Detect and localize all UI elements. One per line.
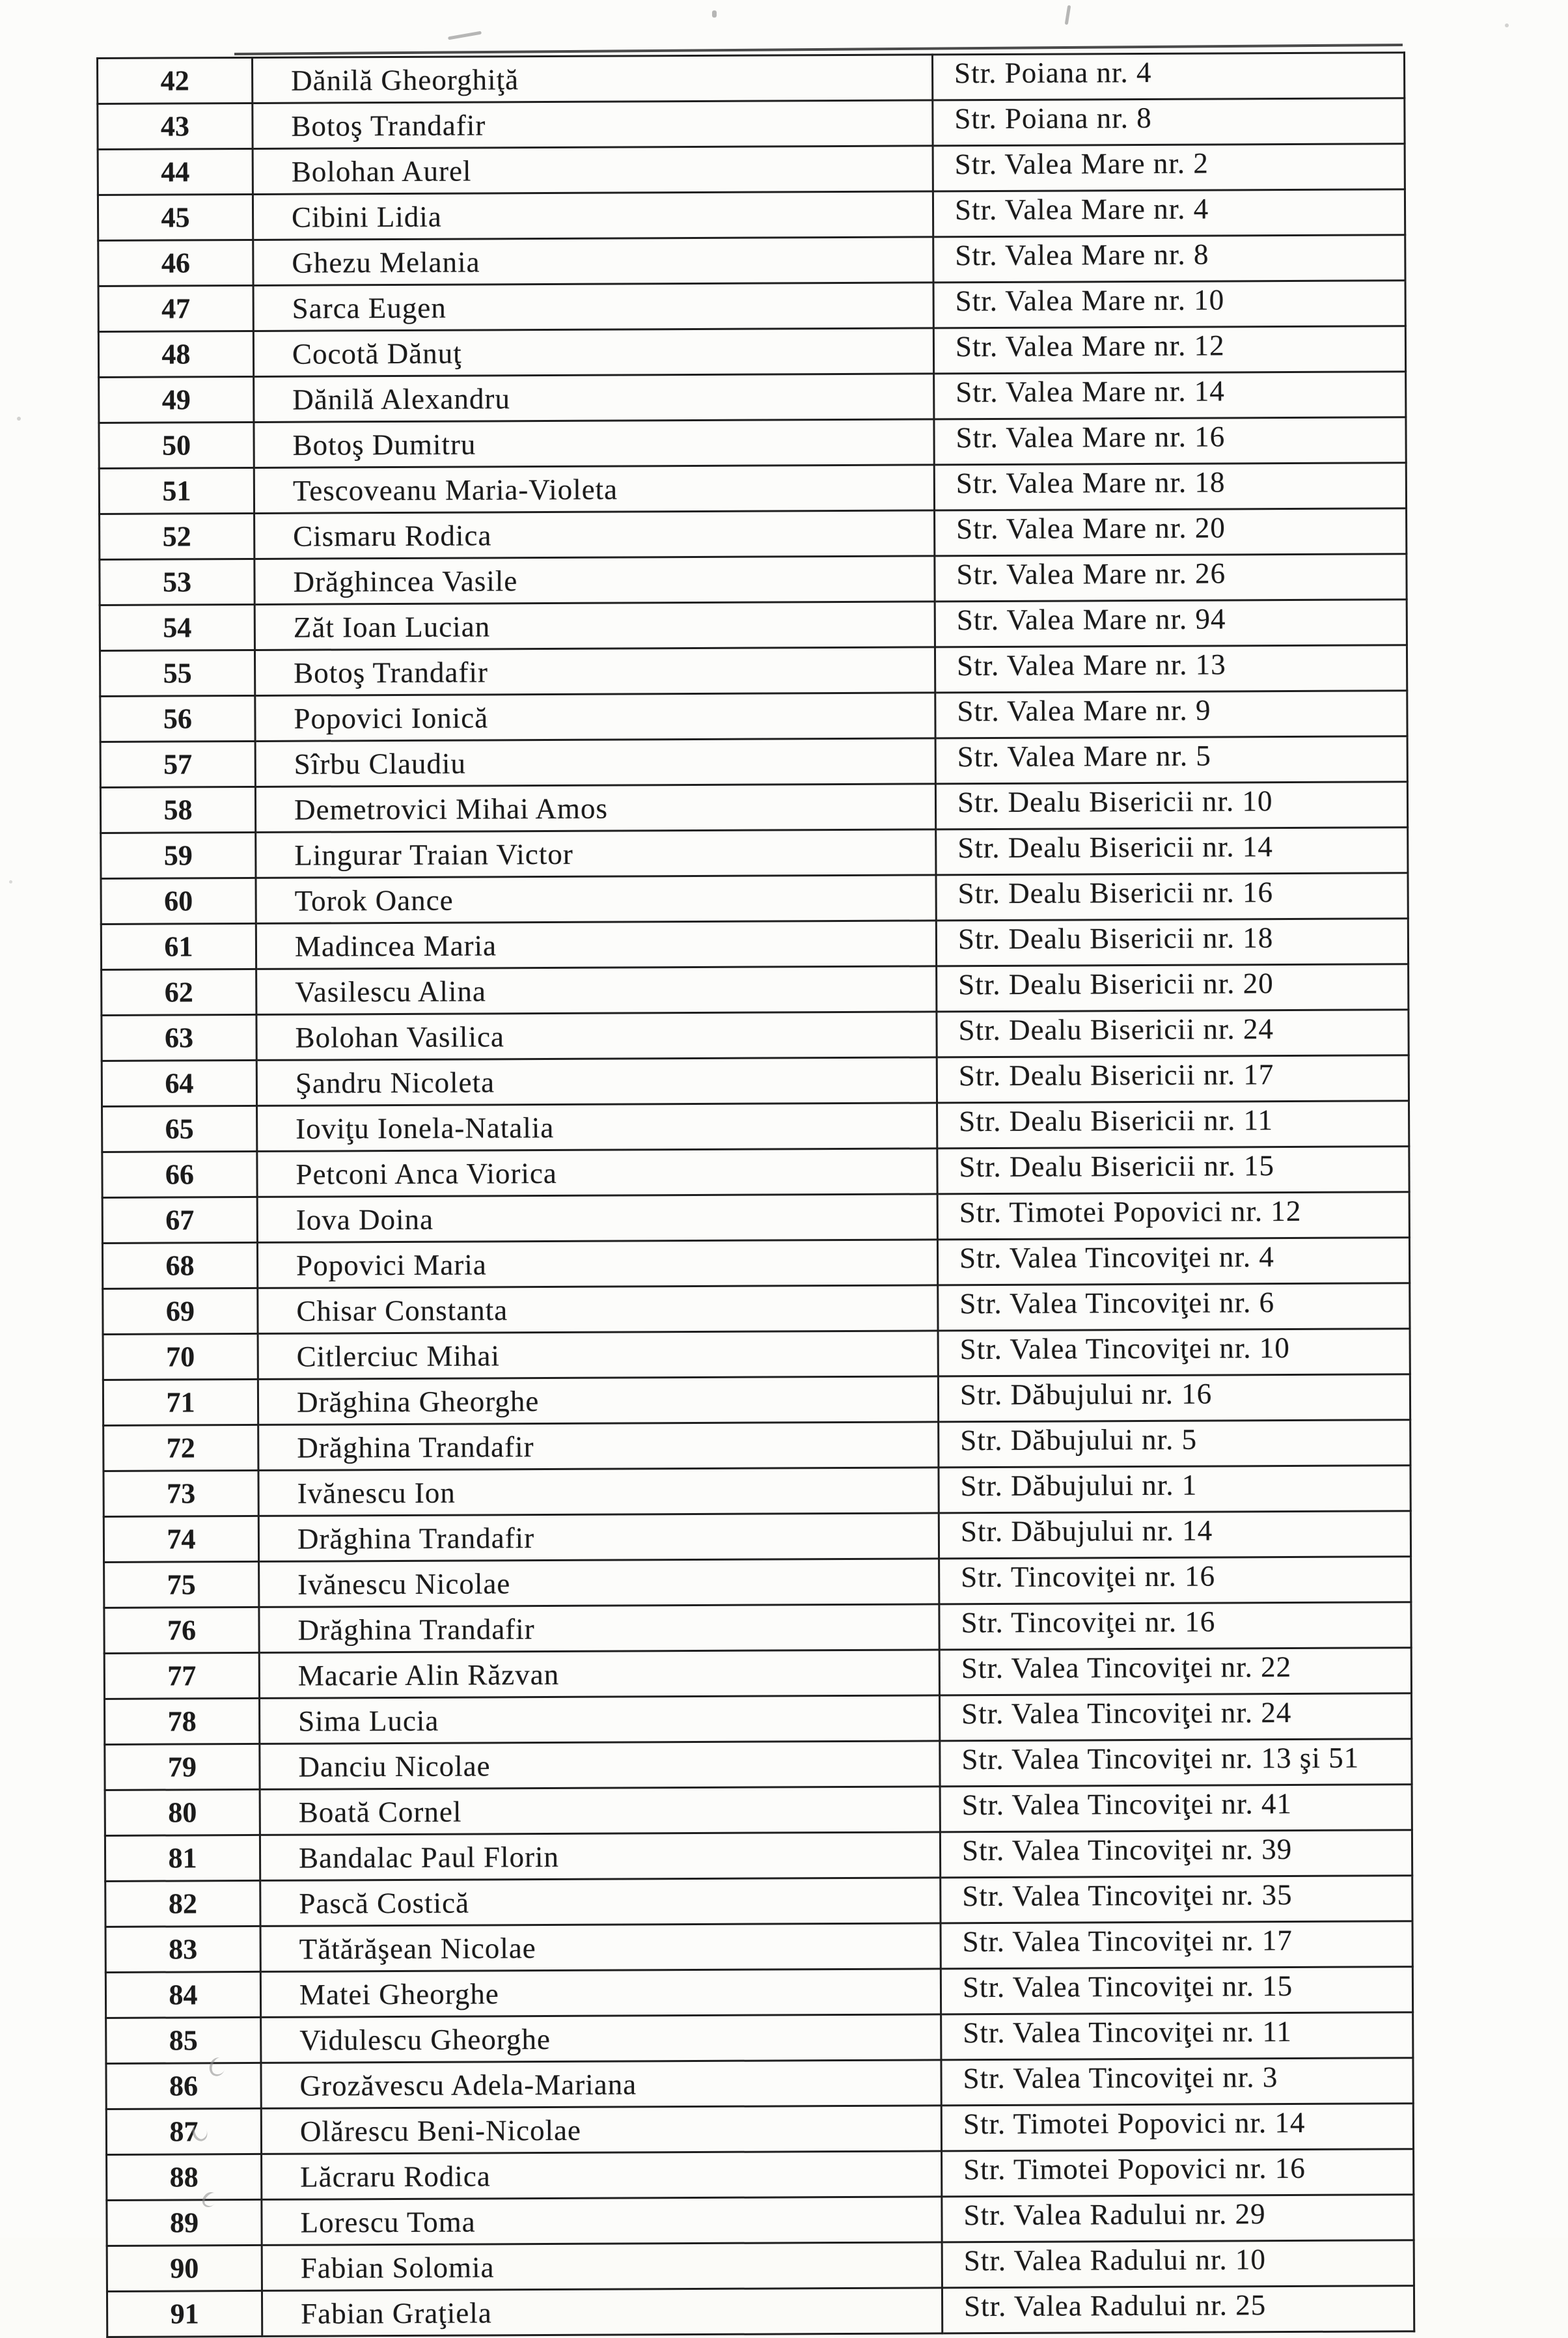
name-cell: Dănilă Alexandru: [254, 374, 934, 423]
row-number-cell: 82: [105, 1880, 260, 1927]
address-cell: Str. Valea Mare nr. 16: [934, 417, 1406, 465]
table-row: [100, 691, 1407, 742]
row-number-cell: 68: [102, 1242, 257, 1288]
table-row: [102, 1055, 1409, 1107]
row-number-cell: 86: [106, 2063, 261, 2109]
row-number-cell: 62: [102, 969, 256, 1015]
name-cell: Sîrbu Claudiu: [255, 738, 935, 787]
name-cell: Vasilescu Alina: [256, 966, 937, 1015]
name-cell: Macarie Alin Răzvan: [259, 1650, 939, 1699]
name-cell: Tescoveanu Maria-Violeta: [254, 465, 934, 514]
address-cell: Str. Dealu Bisericii nr. 17: [937, 1055, 1409, 1103]
table-row: [102, 1010, 1409, 1061]
name-cell: Drăghina Gheorghe: [258, 1376, 938, 1425]
row-number-cell: 43: [98, 103, 253, 149]
row-number-cell: 59: [101, 832, 256, 878]
name-cell: Citlerciuc Mihai: [258, 1331, 938, 1380]
row-number-cell: 78: [105, 1698, 260, 1744]
name-cell: Danciu Nicolae: [260, 1741, 940, 1790]
address-cell: Str. Valea Tincoviţei nr. 11: [941, 2012, 1413, 2060]
table-row: [103, 1329, 1410, 1380]
name-cell: Dănilă Gheorghiţă: [253, 55, 933, 104]
address-cell: Str. Dealu Bisericii nr. 11: [937, 1101, 1409, 1148]
table-row: [102, 1192, 1409, 1244]
name-cell: Madincea Maria: [256, 921, 936, 969]
address-cell: Str. Valea Radului nr. 10: [942, 2240, 1414, 2288]
row-number-cell: 47: [98, 285, 253, 331]
address-cell: Str. Valea Tincoviţei nr. 17: [941, 1921, 1412, 1969]
table-row: [102, 964, 1409, 1016]
scan-artifact: [1505, 23, 1509, 27]
name-cell: Cismaru Rodica: [254, 510, 935, 559]
table-row: [100, 554, 1407, 605]
name-cell: Boată Cornel: [260, 1787, 940, 1835]
row-number-cell: 88: [107, 2154, 262, 2200]
address-cell: Str. Valea Mare nr. 12: [933, 326, 1405, 374]
address-cell: Str. Dăbujului nr. 5: [939, 1420, 1410, 1468]
address-cell: Str. Valea Tincoviţei nr. 15: [941, 1967, 1412, 2014]
citizens-address-table: [96, 51, 1415, 2338]
address-cell: Str. Valea Mare nr. 2: [933, 144, 1405, 191]
name-cell: Sima Lucia: [259, 1695, 939, 1744]
table-row: [101, 828, 1408, 879]
row-number-cell: 60: [101, 878, 256, 924]
table-row: [106, 2104, 1413, 2155]
name-cell: Botoş Trandafir: [254, 647, 935, 696]
row-number-cell: 63: [102, 1014, 256, 1061]
table-row: [103, 1374, 1410, 1426]
address-cell: Str. Dăbujului nr. 14: [939, 1511, 1410, 1559]
row-number-cell: 80: [105, 1789, 260, 1835]
address-cell: Str. Dealu Bisericii nr. 20: [937, 964, 1409, 1012]
row-number-cell: 44: [98, 148, 253, 195]
table-row: [105, 1739, 1412, 1790]
address-cell: Str. Valea Mare nr. 13: [935, 645, 1407, 693]
table-row: [107, 2149, 1414, 2201]
address-cell: Str. Valea Tincoviţei nr. 39: [940, 1830, 1412, 1878]
name-cell: Popovici Ionică: [255, 693, 935, 742]
address-cell: Str. Valea Mare nr. 26: [935, 554, 1407, 602]
table-row: [107, 2195, 1414, 2246]
address-cell: Str. Valea Tincoviţei nr. 4: [937, 1238, 1409, 1285]
address-cell: Str. Poiana nr. 4: [932, 53, 1404, 100]
name-cell: Cocotă Dănuţ: [253, 328, 933, 377]
address-cell: Str. Valea Radului nr. 29: [942, 2195, 1414, 2242]
table-row: [98, 53, 1405, 104]
row-number-cell: 53: [100, 559, 254, 605]
citizens-table-body: [98, 53, 1414, 2337]
name-cell: Olărescu Beni-Nicolae: [261, 2106, 941, 2154]
table-row: [98, 281, 1405, 332]
address-cell: Str. Valea Mare nr. 10: [933, 281, 1405, 328]
scan-artifact: [448, 31, 482, 40]
address-cell: Str. Valea Mare nr. 20: [935, 508, 1407, 556]
scan-artifact: [17, 417, 21, 421]
name-cell: Petconi Anca Viorica: [257, 1148, 937, 1197]
address-cell: Str. Valea Mare nr. 14: [934, 372, 1406, 419]
address-cell: Str. Tincoviţei nr. 16: [939, 1602, 1411, 1650]
row-number-cell: 56: [100, 695, 255, 742]
name-cell: Drăghina Trandafir: [258, 1422, 939, 1471]
row-number-cell: 50: [99, 422, 254, 468]
address-cell: Str. Timotei Popovici nr. 16: [942, 2149, 1414, 2197]
name-cell: Chisar Constanta: [258, 1285, 938, 1334]
table-row: [99, 372, 1406, 423]
table-row: [100, 600, 1407, 651]
row-number-cell: 55: [100, 650, 254, 696]
name-cell: Tătărăşean Nicolae: [260, 1923, 941, 1972]
address-cell: Str. Valea Mare nr. 8: [933, 235, 1405, 283]
name-cell: Iova Doina: [257, 1194, 937, 1243]
address-cell: Str. Dealu Bisericii nr. 18: [936, 919, 1408, 966]
name-cell: Lorescu Toma: [262, 2197, 942, 2246]
address-cell: Str. Valea Mare nr. 5: [935, 736, 1407, 784]
table-row: [102, 1101, 1409, 1152]
name-cell: Ivănescu Ion: [258, 1468, 939, 1516]
name-cell: Ivănescu Nicolae: [259, 1559, 939, 1607]
table-row: [106, 2012, 1413, 2064]
row-number-cell: 79: [105, 1744, 260, 1790]
row-number-cell: 83: [105, 1926, 260, 1972]
address-cell: Str. Dealu Bisericii nr. 10: [935, 782, 1407, 829]
scan-artifact: [9, 880, 12, 884]
address-cell: Str. Valea Tincoviţei nr. 35: [941, 1876, 1412, 1923]
name-cell: Zăt Ioan Lucian: [254, 602, 935, 650]
name-cell: Popovici Maria: [257, 1240, 937, 1288]
table-row: [101, 873, 1408, 925]
name-cell: Matei Gheorghe: [260, 1969, 941, 2018]
name-cell: Drăghina Trandafir: [259, 1604, 939, 1653]
row-number-cell: 66: [102, 1151, 257, 1197]
table-row: [104, 1557, 1411, 1608]
address-cell: Str. Valea Mare nr. 9: [935, 691, 1407, 738]
address-cell: Str. Timotei Popovici nr. 12: [937, 1192, 1409, 1240]
table-row: [105, 1693, 1412, 1745]
table-row: [98, 189, 1405, 241]
row-number-cell: 52: [100, 513, 254, 559]
table-row: [103, 1283, 1410, 1335]
table-row: [99, 463, 1406, 514]
address-cell: Str. Dăbujului nr. 1: [939, 1466, 1410, 1513]
address-cell: Str. Valea Tincoviţei nr. 24: [939, 1693, 1411, 1741]
table-row: [100, 508, 1407, 560]
table-row: [107, 2240, 1414, 2292]
row-number-cell: 57: [100, 741, 255, 787]
name-cell: Bandalac Paul Florin: [260, 1832, 940, 1881]
table-row: [105, 1921, 1412, 1973]
row-number-cell: 42: [98, 57, 253, 104]
table-row: [102, 1147, 1409, 1198]
row-number-cell: 81: [105, 1835, 260, 1881]
name-cell: Sarca Eugen: [253, 283, 933, 331]
name-cell: Drăghina Trandafir: [258, 1513, 939, 1562]
row-number-cell: 49: [99, 376, 254, 423]
name-cell: Ghezu Melania: [253, 237, 933, 286]
row-number-cell: 74: [103, 1516, 258, 1562]
table-row: [107, 2286, 1414, 2337]
row-number-cell: 45: [98, 194, 253, 240]
name-cell: Cibini Lidia: [253, 191, 933, 240]
row-number-cell: 90: [107, 2245, 262, 2291]
name-cell: Torok Oance: [256, 875, 936, 924]
address-cell: Str. Dealu Bisericii nr. 15: [937, 1147, 1409, 1194]
address-cell: Str. Valea Tincoviţei nr. 22: [939, 1648, 1411, 1695]
table-row: [98, 326, 1405, 378]
table-row: [98, 144, 1405, 195]
name-cell: Bolohan Vasilica: [256, 1012, 937, 1061]
table-row: [100, 645, 1407, 697]
row-number-cell: 69: [103, 1288, 258, 1334]
row-number-cell: 64: [102, 1060, 256, 1106]
row-number-cell: 67: [102, 1197, 257, 1243]
table-row: [103, 1466, 1410, 1517]
address-cell: Str. Dealu Bisericii nr. 14: [936, 828, 1408, 875]
table-row: [105, 1830, 1412, 1882]
address-cell: Str. Dăbujului nr. 16: [938, 1374, 1410, 1422]
row-number-cell: 77: [104, 1652, 259, 1699]
name-cell: Fabian Graţiela: [262, 2288, 942, 2337]
address-cell: Str. Tincoviţei nr. 16: [939, 1557, 1411, 1604]
scan-artifact: [1065, 5, 1071, 25]
address-cell: Str. Valea Tincoviţei nr. 10: [938, 1329, 1410, 1376]
address-cell: Str. Dealu Bisericii nr. 16: [936, 873, 1408, 921]
address-cell: Str. Valea Tincoviţei nr. 41: [940, 1785, 1412, 1832]
name-cell: Fabian Solomia: [262, 2242, 942, 2291]
address-cell: Str. Valea Mare nr. 4: [933, 189, 1405, 237]
address-cell: Str. Timotei Popovici nr. 14: [941, 2104, 1413, 2151]
row-number-cell: 91: [107, 2290, 262, 2337]
row-number-cell: 58: [100, 786, 255, 833]
row-number-cell: 85: [106, 2017, 261, 2063]
table-row: [98, 235, 1405, 286]
address-cell: Str. Poiana nr. 8: [933, 98, 1405, 146]
row-number-cell: 48: [98, 331, 253, 377]
table-row: [105, 1876, 1412, 1927]
name-cell: Drăghincea Vasile: [254, 556, 935, 605]
table-row: [104, 1602, 1411, 1654]
name-cell: Bolohan Aurel: [253, 146, 933, 195]
name-cell: Şandru Nicoleta: [256, 1057, 937, 1106]
address-cell: Str. Valea Tincoviţei nr. 13 şi 51: [940, 1739, 1412, 1787]
row-number-cell: 46: [98, 240, 253, 286]
name-cell: Lăcraru Rodica: [262, 2151, 942, 2200]
row-number-cell: 51: [99, 467, 254, 514]
table-row: [103, 1420, 1410, 1471]
row-number-cell: 71: [103, 1379, 258, 1425]
address-cell: Str. Valea Mare nr. 18: [934, 463, 1406, 510]
name-cell: Vidulescu Gheorghe: [261, 2014, 941, 2063]
row-number-cell: 72: [103, 1425, 258, 1471]
address-cell: Str. Valea Tincoviţei nr. 6: [938, 1283, 1410, 1331]
table-row: [106, 2058, 1413, 2109]
table-row: [98, 98, 1405, 150]
name-cell: Grozăvescu Adela-Mariana: [261, 2060, 941, 2109]
address-cell: Str. Valea Radului nr. 25: [942, 2286, 1414, 2333]
name-cell: Botoş Trandafir: [253, 100, 933, 149]
row-number-cell: 89: [107, 2199, 262, 2246]
table-row: [99, 417, 1406, 469]
name-cell: Botoş Dumitru: [254, 419, 934, 468]
row-number-cell: 61: [101, 923, 256, 969]
name-cell: Ioviţu Ionela-Natalia: [257, 1103, 937, 1152]
table-row: [103, 1511, 1410, 1563]
name-cell: Lingurar Traian Victor: [256, 829, 936, 878]
row-number-cell: 65: [102, 1106, 257, 1152]
table-row: [100, 736, 1407, 788]
table-row: [105, 1967, 1412, 2018]
table-row: [100, 782, 1407, 833]
row-number-cell: 70: [103, 1333, 258, 1380]
table-row: [101, 919, 1408, 970]
address-cell: Str. Valea Tincoviţei nr. 3: [941, 2058, 1413, 2106]
row-number-cell: 76: [104, 1607, 259, 1653]
table-row: [105, 1785, 1412, 1836]
row-number-cell: 73: [103, 1470, 258, 1516]
name-cell: Pască Costică: [260, 1878, 941, 1927]
table-row: [104, 1648, 1411, 1699]
row-number-cell: 87: [106, 2108, 261, 2154]
row-number-cell: 75: [104, 1561, 259, 1607]
row-number-cell: 54: [100, 604, 254, 650]
address-cell: Str. Valea Mare nr. 94: [935, 600, 1407, 647]
row-number-cell: 84: [105, 1971, 260, 2018]
scan-artifact: [712, 10, 717, 18]
name-cell: Demetrovici Mihai Amos: [255, 784, 935, 833]
table-row: [102, 1238, 1409, 1289]
address-cell: Str. Dealu Bisericii nr. 24: [937, 1010, 1409, 1057]
